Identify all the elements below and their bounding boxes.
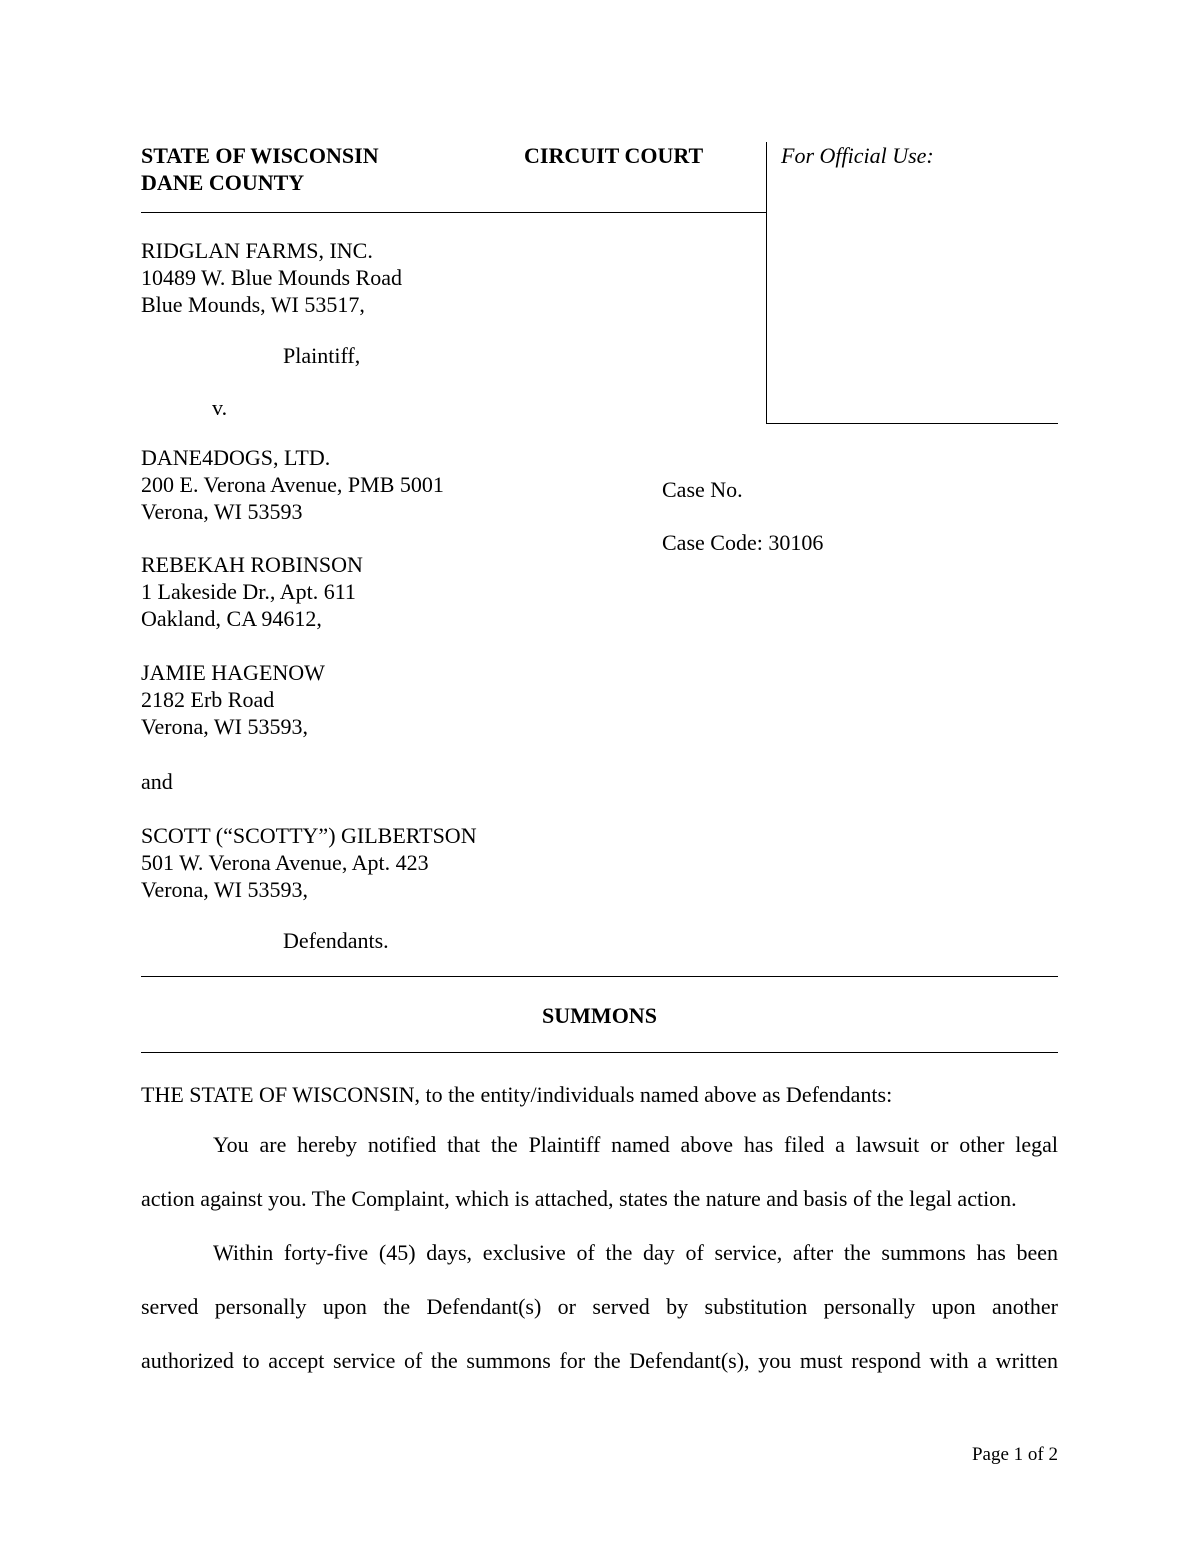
defendant-address-line1: 1 Lakeside Dr., Apt. 611: [141, 579, 356, 604]
official-use-box-bottom: [766, 423, 1058, 424]
defendant-block: [141, 659, 325, 740]
defendant-address-line1: 2182 Erb Road: [141, 687, 275, 712]
plaintiff-address-line2: Blue Mounds, WI 53517,: [141, 292, 365, 317]
defendant-name: DANE4DOGS, LTD.: [141, 445, 331, 470]
document-title: SUMMONS: [542, 1003, 657, 1028]
county-heading: DANE COUNTY: [141, 170, 305, 195]
official-use-box-left: [766, 142, 767, 423]
plaintiff-name: RIDGLAN FARMS, INC.: [141, 238, 373, 263]
body-line: action against you. The Complaint, which is attached, states the nature and basis of the legal action.: [141, 1186, 1017, 1211]
title-top-rule: [141, 976, 1058, 977]
case-code: Case Code: 30106: [662, 530, 824, 555]
plaintiff-role: Plaintiff,: [283, 343, 361, 368]
defendant-block: [141, 551, 363, 632]
body-line: You are hereby notified that the Plaintiff named above has filed a lawsuit or other legal: [213, 1132, 1058, 1157]
defendant-address-line1: 200 E. Verona Avenue, PMB 5001: [141, 472, 444, 497]
court-heading: CIRCUIT COURT: [524, 143, 704, 168]
defendant-address-line2: Oakland, CA 94612,: [141, 606, 322, 631]
defendant-block: [141, 822, 477, 903]
defendant-name: JAMIE HAGENOW: [141, 660, 325, 685]
caption-top-rule: [141, 212, 766, 213]
versus: v.: [212, 395, 228, 420]
defendant-name: REBEKAH ROBINSON: [141, 552, 363, 577]
page-number: Page 1 of 2: [971, 1444, 1058, 1465]
official-use-label: For Official Use:: [781, 143, 934, 168]
plaintiff-address-line1: 10489 W. Blue Mounds Road: [141, 265, 402, 290]
state-heading: STATE OF WISCONSIN: [141, 143, 379, 168]
defendant-address-line1: 501 W. Verona Avenue, Apt. 423: [141, 850, 429, 875]
defendant-name: SCOTT (“SCOTTY”) GILBERTSON: [141, 823, 477, 848]
conjunction: and: [141, 769, 173, 794]
defendant-address-line2: Verona, WI 53593: [141, 499, 303, 524]
defendants-role: Defendants.: [283, 928, 389, 953]
title-bottom-rule: [141, 1052, 1058, 1053]
body-line: authorized to accept service of the summons for the Defendant(s), you must respond with a written: [141, 1348, 1058, 1373]
defendant-address-line2: Verona, WI 53593,: [141, 714, 308, 739]
defendant-address-line2: Verona, WI 53593,: [141, 877, 308, 902]
body-line: Within forty-five (45) days, exclusive of the day of service, after the summons has been: [213, 1240, 1058, 1265]
case-number: Case No.: [662, 477, 743, 502]
intro-line: THE STATE OF WISCONSIN, to the entity/individuals named above as Defendants:: [141, 1082, 893, 1107]
plaintiff-block: [141, 237, 402, 318]
defendant-block: [141, 444, 444, 525]
body-line: served personally upon the Defendant(s) or served by substitution personally upon another: [141, 1294, 1058, 1319]
